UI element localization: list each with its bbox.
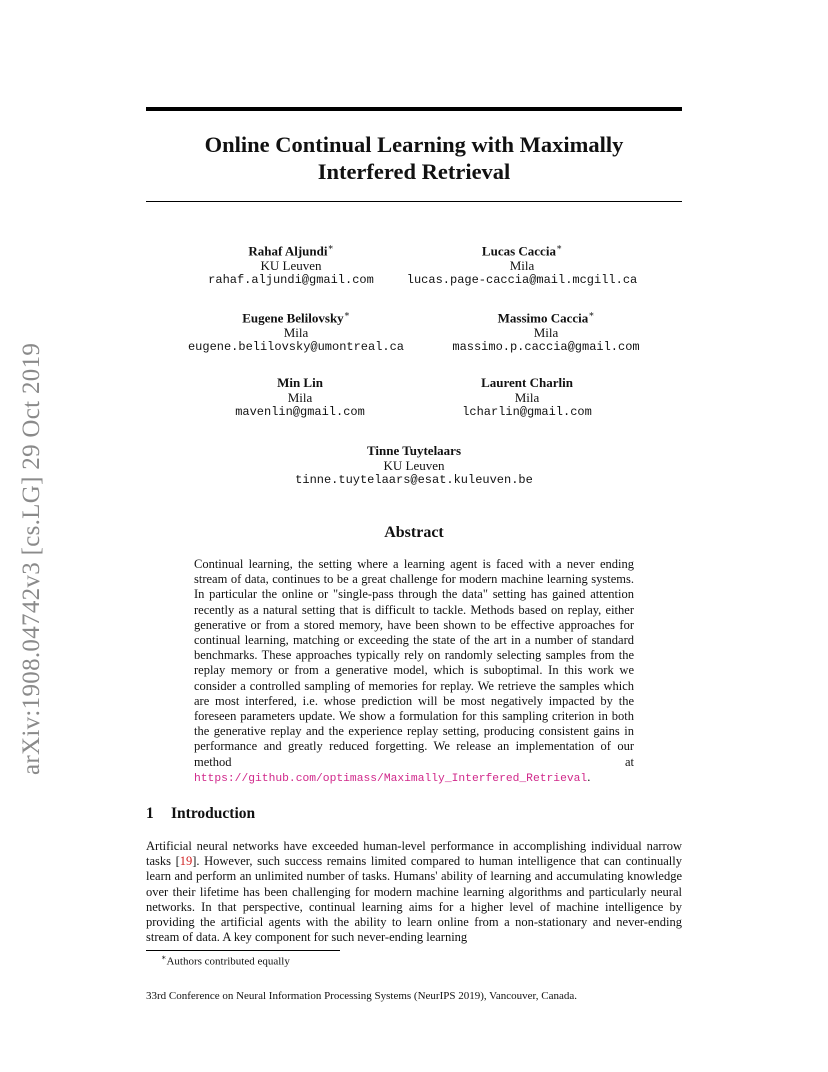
footnote-rule [146, 950, 340, 951]
author-affiliation: Mila [509, 258, 535, 274]
author-name: Tinne Tuytelaars [366, 443, 462, 458]
author-email[interactable]: massimo.p.caccia@gmail.com [452, 340, 640, 355]
footnote-text: Authors contributed equally [166, 955, 290, 968]
author-email[interactable]: eugene.belilovsky@umontreal.ca [187, 340, 405, 355]
author-email[interactable]: tinne.tuytelaars@esat.kuleuven.be [295, 473, 533, 487]
author-name: Massimo Caccia [497, 310, 589, 326]
title-top-rule [146, 107, 682, 111]
code-repository-link[interactable]: https://github.com/optimass/Maximally_Interfered_Retrieval [194, 772, 588, 785]
footnote-mark: ∗ [161, 953, 167, 962]
author-email[interactable]: mavenlin@gmail.com [235, 405, 365, 419]
intro-text-start: Artificial neural networks have exceeded human-level performance in accomplishing individual narrow tasks [ [146, 839, 682, 869]
equal-contribution-mark: ∗ [327, 242, 334, 252]
author-block [156, 307, 436, 355]
author-affiliation: Mila [287, 390, 313, 405]
section-number: 1 [146, 805, 154, 822]
introduction-paragraph [146, 839, 682, 945]
author-email[interactable]: lcharlin@gmail.com [462, 405, 592, 419]
section-title: Introduction [171, 805, 256, 822]
author-affiliation: KU Leuven [383, 458, 445, 473]
author-name: Rahaf Aljundi [248, 243, 328, 259]
title-bottom-rule [146, 201, 682, 202]
equal-contribution-mark: ∗ [555, 242, 563, 252]
intro-text-rest: ]. However, such success remains limited compared to human intelligence that can continually learn and perform an unlimited number of tasks. Humans' ability of learning and accumulating knowledge over their lifetime has been challenging for modern machine learning algorithms and particularly neural networks. In that perspective, continual learning aims for a higher level of machine intelligence by providing the artificial agents with the ability to learn online from a non-stationary and never-ending stream of data. A key component for such never-ending learning [146, 854, 682, 945]
author-affiliation: Mila [514, 390, 540, 405]
abstract-heading: Abstract [384, 524, 444, 541]
author-affiliation: KU Leuven [260, 258, 322, 274]
equal-contribution-mark: ∗ [588, 309, 595, 319]
arxiv-identifier: arXiv:1908.04742v3 [cs.LG] 29 Oct 2019 [18, 342, 45, 775]
section-heading [146, 805, 255, 823]
paper-title [146, 131, 682, 185]
footnote [161, 953, 290, 968]
author-block [387, 375, 667, 420]
conference-note: 33rd Conference on Neural Information Processing Systems (NeurIPS 2019), Vancouver, Canada. [146, 990, 578, 1002]
author-name: Eugene Belilovsky [242, 310, 344, 326]
author-email[interactable]: lucas.page-caccia@mail.mcgill.ca [406, 273, 638, 288]
abstract-body [194, 557, 634, 787]
citation-link[interactable]: 19 [179, 854, 193, 869]
author-name: Laurent Charlin [481, 375, 573, 390]
abstract-period: . [587, 769, 591, 784]
author-name: Min Lin [277, 375, 323, 390]
equal-contribution-mark: ∗ [343, 309, 350, 319]
author-affiliation: Mila [283, 325, 309, 341]
author-block [406, 307, 686, 355]
author-block [382, 240, 662, 288]
abstract-text: Continual learning, the setting where a learning agent is faced with a never ending stream of data, continues to be a great challenge for modern machine learning systems. In particular the online or "single-pass through the data" setting has gained attention recently as a natural setting that is difficult to tackle. Methods based on replay, either generative or from a stored memory, have been shown to be effective approaches for continual learning, matching or exceeding the state of the art in a number of standard benchmarks. These approaches typically rely on randomly selecting samples from the replay memory or from a generative model, which is suboptimal. In this work we consider a controlled sampling of memories for replay. We retrieve the samples which are most interfered, i.e. whose prediction will be most negatively impacted by the foreseen parameters update. We show a formulation for this sampling criterion in both the generative replay and the experience replay setting, producing consistent gains in performance and greatly reduced forgetting. We release an implementation of our method at [194, 557, 634, 769]
author-email[interactable]: rahaf.aljundi@gmail.com [208, 273, 374, 288]
title-line-2: Interfered Retrieval [317, 159, 511, 184]
author-name: Lucas Caccia [481, 243, 556, 259]
author-affiliation: Mila [533, 325, 559, 341]
author-block [264, 443, 564, 488]
title-line-1: Online Continual Learning with Maximally [204, 132, 624, 157]
